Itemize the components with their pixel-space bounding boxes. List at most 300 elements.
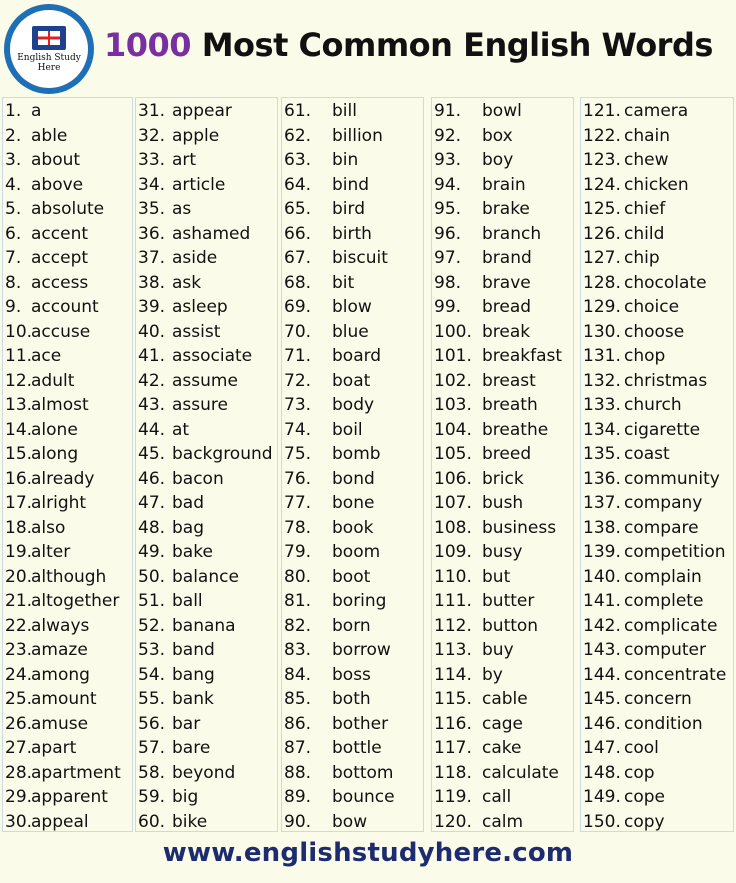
list-item [3, 418, 132, 443]
list-item [3, 785, 132, 810]
item-word: accept [31, 248, 89, 268]
list-item [3, 99, 132, 124]
item-number: 61. [284, 101, 312, 121]
item-word: assume [172, 370, 238, 391]
list-item [581, 565, 733, 590]
item-word: always [31, 615, 90, 636]
item-word: christmas [624, 370, 708, 391]
item-number: 45. [138, 444, 166, 464]
list-item [3, 687, 132, 712]
item-number: 135. [583, 444, 621, 464]
item-word: billion [332, 125, 383, 146]
item-word: appear [172, 101, 232, 121]
item-word: bone [332, 493, 375, 513]
item-word: altogether [31, 591, 120, 611]
list-item [136, 589, 277, 614]
book-flag-icon [32, 26, 66, 50]
item-word: biscuit [332, 248, 388, 268]
item-number: 134. [583, 419, 621, 440]
logo-text-line1: English Study [17, 52, 81, 63]
item-word: chew [624, 150, 669, 170]
list-item [282, 810, 423, 835]
list-item [581, 295, 733, 320]
item-number: 93. [434, 150, 462, 170]
item-number: 112. [434, 615, 472, 636]
item-number: 56. [138, 713, 166, 734]
item-number: 126. [583, 223, 621, 244]
item-word: accuse [31, 321, 91, 342]
item-number: 86. [284, 713, 312, 734]
item-number: 113. [434, 640, 472, 660]
item-word: ask [172, 272, 202, 293]
item-number: 100. [434, 321, 472, 342]
item-word: brave [482, 272, 531, 293]
item-number: 114. [434, 664, 472, 685]
item-number: 75. [284, 444, 312, 464]
list-item [581, 173, 733, 198]
item-number: 139. [583, 542, 621, 562]
item-word: competition [624, 542, 726, 562]
item-number: 24. [5, 664, 33, 685]
list-item [3, 442, 132, 467]
item-word: boot [332, 566, 371, 587]
list-item [3, 589, 132, 614]
list-item [581, 197, 733, 222]
item-number: 129. [583, 297, 621, 317]
item-word: choose [624, 321, 685, 342]
list-item [581, 369, 733, 394]
list-item [432, 663, 573, 688]
item-word: amaze [31, 640, 88, 660]
item-word: book [332, 517, 374, 538]
item-number: 136. [583, 468, 621, 489]
title-number: 1000 [104, 26, 192, 64]
item-word: appeal [31, 811, 89, 832]
item-word: along [31, 444, 79, 464]
list-item [136, 638, 277, 663]
list-item [3, 516, 132, 541]
item-word: body [332, 395, 375, 415]
item-word: bounce [332, 787, 395, 807]
item-word: break [482, 321, 531, 342]
list-item [282, 295, 423, 320]
list-item [136, 785, 277, 810]
list-item [581, 442, 733, 467]
item-number: 71. [284, 346, 312, 366]
item-number: 20. [5, 566, 33, 587]
item-word: bread [482, 297, 532, 317]
item-number: 41. [138, 346, 166, 366]
item-number: 59. [138, 787, 166, 807]
list-item [581, 393, 733, 418]
item-word: apartment [31, 762, 121, 783]
item-number: 34. [138, 174, 166, 195]
item-number: 91. [434, 101, 462, 121]
list-item [432, 516, 573, 541]
item-number: 37. [138, 248, 166, 268]
item-number: 51. [138, 591, 166, 611]
item-word: breast [482, 370, 536, 391]
item-number: 73. [284, 395, 312, 415]
list-item [432, 173, 573, 198]
item-word: brand [482, 248, 532, 268]
item-word: breath [482, 395, 538, 415]
list-item [432, 271, 573, 296]
item-number: 31. [138, 101, 166, 121]
item-number: 50. [138, 566, 166, 587]
list-item [432, 785, 573, 810]
list-item [432, 589, 573, 614]
item-number: 94. [434, 174, 462, 195]
logo-text [17, 53, 81, 73]
item-number: 140. [583, 566, 621, 587]
list-item [581, 467, 733, 492]
item-word: button [482, 615, 539, 636]
item-number: 33. [138, 150, 166, 170]
item-number: 77. [284, 493, 312, 513]
item-number: 110. [434, 566, 472, 587]
item-number: 60. [138, 811, 166, 832]
item-number: 102. [434, 370, 472, 391]
list-item [581, 687, 733, 712]
list-item [3, 344, 132, 369]
item-word: apart [31, 738, 77, 758]
list-item [282, 589, 423, 614]
item-number: 25. [5, 689, 33, 709]
item-word: beyond [172, 762, 236, 783]
item-word: boy [482, 150, 514, 170]
list-item [3, 467, 132, 492]
list-item [282, 418, 423, 443]
item-word: boring [332, 591, 387, 611]
item-number: 7. [5, 248, 22, 268]
item-number: 35. [138, 199, 166, 219]
item-number: 99. [434, 297, 462, 317]
item-word: concern [624, 689, 692, 709]
item-number: 82. [284, 615, 312, 636]
item-number: 81. [284, 591, 312, 611]
item-number: 150. [583, 811, 621, 832]
item-number: 105. [434, 444, 472, 464]
list-item [282, 736, 423, 761]
item-number: 72. [284, 370, 312, 391]
list-item [432, 344, 573, 369]
item-word: amount [31, 689, 97, 709]
item-number: 65. [284, 199, 312, 219]
item-word: cigarette [624, 419, 701, 440]
item-number: 78. [284, 517, 312, 538]
logo-badge [10, 10, 88, 88]
item-word: board [332, 346, 382, 366]
item-number: 103. [434, 395, 472, 415]
item-number: 80. [284, 566, 312, 587]
item-number: 57. [138, 738, 166, 758]
item-number: 19. [5, 542, 33, 562]
item-word: as [172, 199, 192, 219]
item-word: accent [31, 223, 89, 244]
item-number: 117. [434, 738, 472, 758]
item-word: concentrate [624, 664, 727, 685]
list-item [432, 246, 573, 271]
item-number: 96. [434, 223, 462, 244]
item-word: art [172, 150, 197, 170]
list-item [432, 614, 573, 639]
item-number: 125. [583, 199, 621, 219]
item-word: cable [482, 689, 528, 709]
item-number: 15. [5, 444, 33, 464]
item-word: associate [172, 346, 253, 366]
list-item [3, 246, 132, 271]
list-item [136, 369, 277, 394]
item-word: breathe [482, 419, 549, 440]
item-word: camera [624, 101, 689, 121]
item-word: breakfast [482, 346, 563, 366]
item-number: 43. [138, 395, 166, 415]
item-number: 145. [583, 689, 621, 709]
item-word: about [31, 150, 81, 170]
item-number: 142. [583, 615, 621, 636]
list-item [432, 393, 573, 418]
item-number: 120. [434, 811, 472, 832]
item-number: 116. [434, 713, 472, 734]
list-item [432, 369, 573, 394]
item-number: 83. [284, 640, 312, 660]
item-number: 52. [138, 615, 166, 636]
item-word: boat [332, 370, 371, 391]
list-item [581, 663, 733, 688]
list-item [282, 516, 423, 541]
item-word: bag [172, 517, 204, 538]
item-word: at [172, 419, 190, 440]
list-item [136, 295, 277, 320]
list-item [136, 320, 277, 345]
list-item [432, 295, 573, 320]
item-word: boil [332, 419, 363, 440]
list-item [3, 761, 132, 786]
item-word: brain [482, 174, 526, 195]
item-word: bad [172, 493, 204, 513]
list-item [3, 271, 132, 296]
list-item [432, 761, 573, 786]
list-item [432, 810, 573, 835]
item-word: chip [624, 248, 660, 268]
list-item [3, 663, 132, 688]
item-word: alright [31, 493, 87, 513]
item-number: 148. [583, 762, 621, 783]
list-item [432, 124, 573, 149]
item-word: borrow [332, 640, 391, 660]
item-number: 58. [138, 762, 166, 783]
item-number: 138. [583, 517, 621, 538]
item-number: 28. [5, 762, 33, 783]
item-number: 47. [138, 493, 166, 513]
item-word: boss [332, 664, 371, 685]
item-word: apple [172, 125, 220, 146]
item-word: box [482, 125, 513, 146]
item-number: 17. [5, 493, 33, 513]
title-text: Most Common English Words [201, 26, 713, 64]
item-word: both [332, 689, 371, 709]
item-word: bake [172, 542, 213, 562]
item-word: church [624, 395, 682, 415]
item-number: 38. [138, 272, 166, 293]
item-word: cope [624, 787, 665, 807]
item-number: 3. [5, 150, 22, 170]
item-number: 143. [583, 640, 621, 660]
item-word: adult [31, 370, 75, 391]
item-number: 21. [5, 591, 33, 611]
item-number: 18. [5, 517, 33, 538]
item-word: bond [332, 468, 375, 489]
list-item [282, 540, 423, 565]
list-item [581, 148, 733, 173]
list-item [136, 344, 277, 369]
list-item [581, 614, 733, 639]
list-item [136, 418, 277, 443]
item-word: bow [332, 811, 368, 832]
list-item [282, 663, 423, 688]
list-item [432, 197, 573, 222]
item-word: birth [332, 223, 372, 244]
item-number: 74. [284, 419, 312, 440]
list-item [282, 246, 423, 271]
list-item [136, 148, 277, 173]
list-item [3, 491, 132, 516]
item-number: 101. [434, 346, 472, 366]
list-item [432, 442, 573, 467]
list-item [282, 614, 423, 639]
item-word: calm [482, 811, 524, 832]
list-item [282, 148, 423, 173]
list-item [432, 467, 573, 492]
item-number: 133. [583, 395, 621, 415]
item-word: already [31, 468, 95, 489]
item-word: although [31, 566, 107, 587]
item-word: company [624, 493, 703, 513]
item-number: 49. [138, 542, 166, 562]
list-item [581, 320, 733, 345]
list-item [136, 222, 277, 247]
item-number: 111. [434, 591, 472, 611]
item-number: 48. [138, 517, 166, 538]
list-item [3, 295, 132, 320]
item-word: alter [31, 542, 71, 562]
item-number: 76. [284, 468, 312, 489]
item-number: 130. [583, 321, 621, 342]
list-item [136, 736, 277, 761]
page-title [104, 26, 713, 74]
item-word: call [482, 787, 512, 807]
item-number: 123. [583, 150, 621, 170]
item-number: 68. [284, 272, 312, 293]
item-number: 104. [434, 419, 472, 440]
item-word: access [31, 272, 89, 293]
list-item [136, 99, 277, 124]
item-number: 95. [434, 199, 462, 219]
item-number: 98. [434, 272, 462, 293]
item-number: 62. [284, 125, 312, 146]
list-item [581, 418, 733, 443]
item-word: article [172, 174, 226, 195]
item-word: chief [624, 199, 666, 219]
item-number: 23. [5, 640, 33, 660]
item-word: apparent [31, 787, 108, 807]
word-column-5 [580, 97, 734, 832]
item-word: almost [31, 395, 89, 415]
list-item [282, 197, 423, 222]
word-column-3 [281, 97, 424, 832]
item-number: 46. [138, 468, 166, 489]
item-number: 16. [5, 468, 33, 489]
item-word: bare [172, 738, 211, 758]
item-word: blue [332, 321, 369, 342]
list-item [581, 712, 733, 737]
item-word: complete [624, 591, 704, 611]
item-word: but [482, 566, 511, 587]
item-number: 89. [284, 787, 312, 807]
item-word: bit [332, 272, 355, 293]
list-item [282, 271, 423, 296]
item-number: 29. [5, 787, 33, 807]
item-word: boom [332, 542, 381, 562]
item-number: 127. [583, 248, 621, 268]
list-item [282, 344, 423, 369]
list-item [282, 687, 423, 712]
item-word: brake [482, 199, 530, 219]
item-word: aside [172, 248, 218, 268]
list-item [282, 320, 423, 345]
word-column-1 [2, 97, 133, 832]
item-word: bin [332, 150, 359, 170]
item-word: born [332, 615, 371, 636]
item-word: ball [172, 591, 203, 611]
item-number: 141. [583, 591, 621, 611]
item-number: 27. [5, 738, 33, 758]
item-number: 4. [5, 174, 22, 195]
list-item [432, 712, 573, 737]
list-item [282, 467, 423, 492]
item-word: banana [172, 615, 236, 636]
list-item [3, 614, 132, 639]
list-item [136, 712, 277, 737]
item-word: asleep [172, 297, 228, 317]
item-word: brick [482, 468, 524, 489]
item-word: band [172, 640, 215, 660]
item-number: 118. [434, 762, 472, 783]
item-word: by [482, 664, 503, 685]
item-number: 9. [5, 297, 22, 317]
item-word: busy [482, 542, 523, 562]
item-number: 147. [583, 738, 621, 758]
list-item [581, 761, 733, 786]
item-number: 92. [434, 125, 462, 146]
item-word: a [31, 101, 42, 121]
list-item [3, 712, 132, 737]
list-item [581, 246, 733, 271]
list-item [581, 124, 733, 149]
item-number: 11. [5, 346, 33, 366]
item-number: 53. [138, 640, 166, 660]
item-word: assist [172, 321, 221, 342]
item-word: account [31, 297, 99, 317]
item-word: bowl [482, 101, 522, 121]
list-item [282, 173, 423, 198]
list-item [282, 222, 423, 247]
item-word: alone [31, 419, 78, 440]
item-word: cop [624, 762, 655, 783]
item-number: 22. [5, 615, 33, 636]
item-number: 109. [434, 542, 472, 562]
